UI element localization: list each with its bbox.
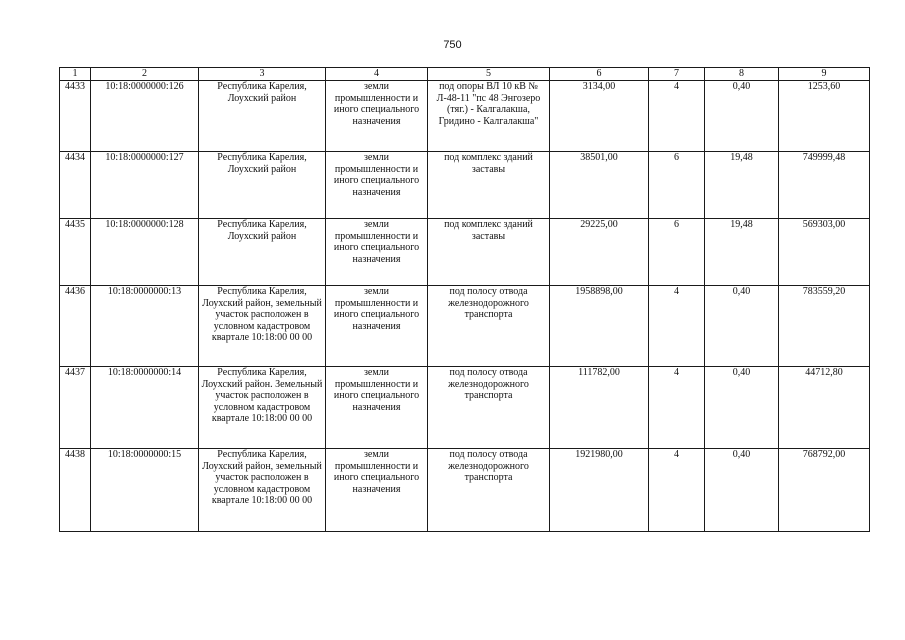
area-cell: 1921980,00 xyxy=(550,449,649,532)
permitted-use-cell: под полосу отвода железнодорожного транспорта xyxy=(428,286,550,367)
group-cell: 4 xyxy=(649,286,705,367)
address-cell: Республика Карелия, Лоухский район, земельный участок расположен в условном кадастровом квартале 10:18:00 00 00 xyxy=(199,449,326,532)
permitted-use-cell: под комплекс зданий заставы xyxy=(428,152,550,219)
row-number: 4434 xyxy=(60,152,91,219)
cadastral-number: 10:18:0000000:14 xyxy=(91,367,199,449)
table-row xyxy=(60,152,870,219)
page-number: 750 xyxy=(443,39,462,51)
group-cell: 4 xyxy=(649,367,705,449)
cadastral-number: 10:18:0000000:128 xyxy=(91,219,199,286)
row-number: 4433 xyxy=(60,81,91,152)
header-row xyxy=(60,68,870,81)
header-col-3: 3 xyxy=(199,68,326,81)
cadastral-value-cell: 569303,00 xyxy=(779,219,870,286)
specific-value-cell: 0,40 xyxy=(705,81,779,152)
land-registry-table xyxy=(59,67,870,532)
group-cell: 6 xyxy=(649,219,705,286)
specific-value-cell: 0,40 xyxy=(705,286,779,367)
header-col-6: 6 xyxy=(550,68,649,81)
group-cell: 4 xyxy=(649,81,705,152)
table-row xyxy=(60,367,870,449)
group-cell: 4 xyxy=(649,449,705,532)
address-cell: Республика Карелия, Лоухский район xyxy=(199,219,326,286)
cadastral-value-cell: 768792,00 xyxy=(779,449,870,532)
table-body xyxy=(60,81,870,532)
header-col-9: 9 xyxy=(779,68,870,81)
area-cell: 3134,00 xyxy=(550,81,649,152)
area-cell: 38501,00 xyxy=(550,152,649,219)
permitted-use-cell: под полосу отвода железнодорожного транспорта xyxy=(428,367,550,449)
table-header xyxy=(60,68,870,81)
cadastral-value-cell: 44712,80 xyxy=(779,367,870,449)
land-category-cell: земли промышленности и иного специального назначения xyxy=(326,81,428,152)
address-cell: Республика Карелия, Лоухский район xyxy=(199,81,326,152)
land-category-cell: земли промышленности и иного специального назначения xyxy=(326,286,428,367)
header-col-2: 2 xyxy=(91,68,199,81)
land-category-cell: земли промышленности и иного специального назначения xyxy=(326,367,428,449)
permitted-use-cell: под комплекс зданий заставы xyxy=(428,219,550,286)
area-cell: 111782,00 xyxy=(550,367,649,449)
group-cell: 6 xyxy=(649,152,705,219)
address-cell: Республика Карелия, Лоухский район. Земельный участок расположен в условном кадастровом квартале 10:18:00 00 00 xyxy=(199,367,326,449)
cadastral-number: 10:18:0000000:15 xyxy=(91,449,199,532)
address-cell: Республика Карелия, Лоухский район xyxy=(199,152,326,219)
address-cell: Республика Карелия, Лоухский район, земельный участок расположен в условном кадастровом квартале 10:18:00 00 00 xyxy=(199,286,326,367)
permitted-use-cell: под полосу отвода железнодорожного транспорта xyxy=(428,449,550,532)
land-category-cell: земли промышленности и иного специального назначения xyxy=(326,152,428,219)
header-col-8: 8 xyxy=(705,68,779,81)
cadastral-value-cell: 783559,20 xyxy=(779,286,870,367)
table-row xyxy=(60,449,870,532)
cadastral-number: 10:18:0000000:13 xyxy=(91,286,199,367)
specific-value-cell: 0,40 xyxy=(705,367,779,449)
row-number: 4437 xyxy=(60,367,91,449)
row-number: 4438 xyxy=(60,449,91,532)
cadastral-number: 10:18:0000000:126 xyxy=(91,81,199,152)
cadastral-value-cell: 1253,60 xyxy=(779,81,870,152)
header-col-7: 7 xyxy=(649,68,705,81)
specific-value-cell: 19,48 xyxy=(705,152,779,219)
table-row xyxy=(60,219,870,286)
permitted-use-cell: под опоры ВЛ 10 кВ № Л-48-11 "пс 48 Энгозеро (тяг.) - Калгалакша, Гридино - Калгалакша" xyxy=(428,81,550,152)
land-category-cell: земли промышленности и иного специального назначения xyxy=(326,219,428,286)
row-number: 4436 xyxy=(60,286,91,367)
row-number: 4435 xyxy=(60,219,91,286)
header-col-1: 1 xyxy=(60,68,91,81)
area-cell: 29225,00 xyxy=(550,219,649,286)
table-row xyxy=(60,286,870,367)
cadastral-value-cell: 749999,48 xyxy=(779,152,870,219)
header-col-5: 5 xyxy=(428,68,550,81)
header-col-4: 4 xyxy=(326,68,428,81)
specific-value-cell: 19,48 xyxy=(705,219,779,286)
cadastral-number: 10:18:0000000:127 xyxy=(91,152,199,219)
specific-value-cell: 0,40 xyxy=(705,449,779,532)
land-category-cell: земли промышленности и иного специального назначения xyxy=(326,449,428,532)
area-cell: 1958898,00 xyxy=(550,286,649,367)
table-row xyxy=(60,81,870,152)
